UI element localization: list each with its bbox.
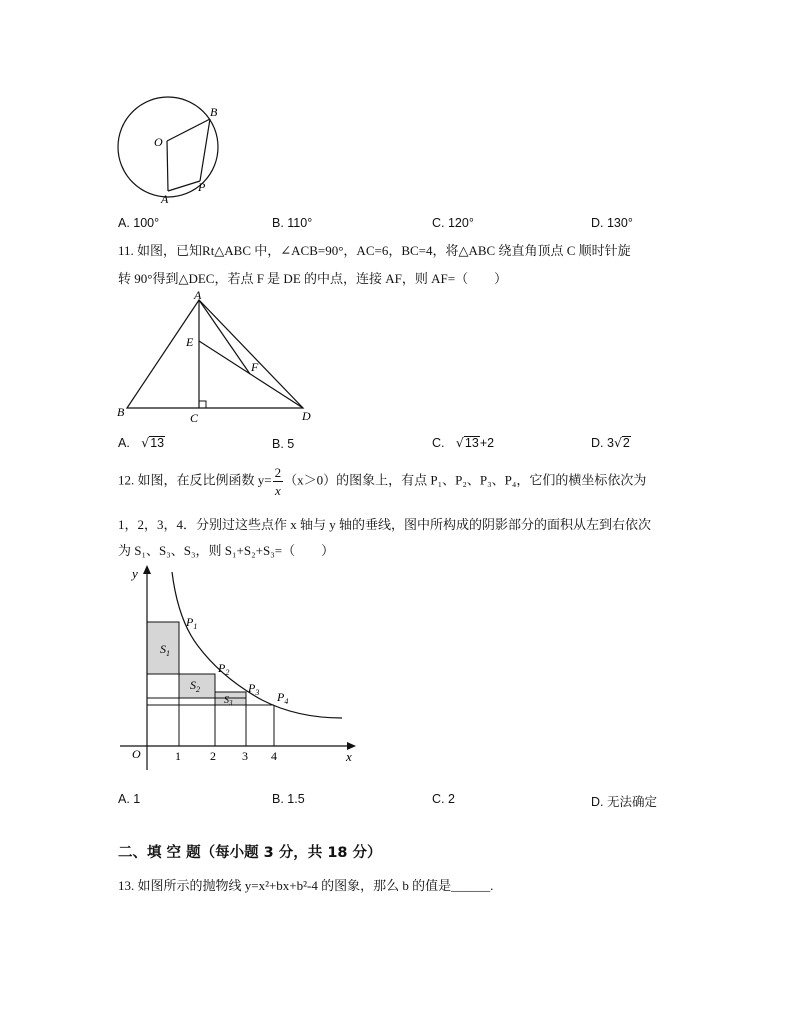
point-label-p1: $P_1$ xyxy=(186,615,198,631)
q10-option-a: A. 100° xyxy=(118,216,160,230)
q11-option-a-prefix: A. xyxy=(118,436,130,450)
q11-option-c: C. √13+2 xyxy=(432,435,495,450)
segment-af xyxy=(199,300,250,374)
y-axis-label: y xyxy=(132,566,138,581)
label-f: F xyxy=(251,360,259,374)
q12-option-c: C. 2 xyxy=(432,792,455,806)
q11-option-b: B. 5 xyxy=(272,437,295,451)
q11-option-c-radicand: 13 xyxy=(464,436,479,450)
triangle-figure xyxy=(110,288,325,428)
q10-option-d: D. 130° xyxy=(591,216,633,230)
label-c: C xyxy=(190,411,199,425)
q11-option-c-prefix: C. xyxy=(432,436,445,450)
origin-label: O xyxy=(132,747,141,761)
label-b: B xyxy=(117,405,125,419)
q11-option-c-suffix: +2 xyxy=(479,436,495,450)
x-axis-label: x xyxy=(346,749,352,764)
q10-option-b: B. 110° xyxy=(272,216,313,230)
region-label-s3: $S_3$ xyxy=(224,695,233,707)
q12-text-line3: 为 S₁、S₃、S₃，则 S₁+S₂+S₃=（ ） xyxy=(118,543,335,558)
x-tick-4: 4 xyxy=(271,749,277,763)
segment-ed xyxy=(199,341,303,408)
segment-bp xyxy=(200,119,210,181)
point-label-p2: $P_2$ xyxy=(218,661,230,677)
segment-oa xyxy=(167,141,168,191)
fraction-denominator: x xyxy=(274,483,281,498)
label-a: A xyxy=(194,288,202,302)
q10-option-c: C. 120° xyxy=(432,216,474,230)
q12-text-line1 xyxy=(118,466,646,497)
circle-figure xyxy=(110,95,240,205)
q12-option-a: A. 1 xyxy=(118,792,141,806)
q12-option-b: B. 1.5 xyxy=(272,792,305,806)
region-label-s1: $S_1$ xyxy=(160,642,170,658)
q12-text-line1-pre: 12. 如图，在反比例函数 y= xyxy=(118,472,272,488)
q12-fraction xyxy=(273,466,284,497)
right-angle-mark xyxy=(199,401,206,408)
q11-option-d-prefix: D. 3 xyxy=(591,436,614,450)
label-e: E xyxy=(186,335,194,349)
point-label-p4: $P_4$ xyxy=(277,690,289,706)
q11-option-a: A. √13 xyxy=(118,435,165,450)
x-tick-3: 3 xyxy=(242,749,248,763)
section-heading: 二、填 空 题（每小题 3 分，共 18 分） xyxy=(118,845,382,861)
x-tick-1: 1 xyxy=(175,749,181,763)
q13-text: 13. 如图所示的抛物线 y=x²+bx+b²-4 的图象，那么 b 的值是______. xyxy=(118,878,494,893)
q11-text-line1: 11. 如图，已知Rt△ABC 中，∠ACB=90°，AC=6，BC=4，将△ABC 绕直角顶点 C 顺时针旋 xyxy=(118,243,631,258)
label-p: P xyxy=(198,180,206,194)
q11-option-d-radicand: 2 xyxy=(622,436,630,450)
label-o: O xyxy=(154,135,163,149)
q11-option-a-radicand: 13 xyxy=(150,436,165,450)
q12-text-line1-post: （x＞0）的图象上，有点 P₁、P₂、P₃、P₄，它们的横坐标依次为 xyxy=(284,472,647,488)
label-a: A xyxy=(161,192,169,205)
region-label-s2: $S_2$ xyxy=(190,678,200,694)
fraction-numerator: 2 xyxy=(274,465,282,480)
segment-ob xyxy=(167,119,210,141)
y-axis-arrow xyxy=(143,565,151,574)
point-label-p3: $P_3$ xyxy=(248,681,260,697)
q12-option-d: D. 无法确定 xyxy=(591,795,657,809)
x-tick-2: 2 xyxy=(210,749,216,763)
q12-text-line2: 1，2，3，4．分别过这些点作 x 轴与 y 轴的垂线，图中所构成的阴影部分的面积从左到右依次 xyxy=(118,517,652,532)
q11-text-line2: 转 90°得到△DEC，若点 F 是 DE 的中点，连接 AF，则 AF=（ ） xyxy=(118,271,508,286)
hyperbola-figure xyxy=(112,560,362,770)
label-b: B xyxy=(210,105,218,119)
q11-option-d: D. 3√2 xyxy=(591,435,630,450)
label-d: D xyxy=(302,409,311,423)
triangle-abd xyxy=(127,300,303,408)
